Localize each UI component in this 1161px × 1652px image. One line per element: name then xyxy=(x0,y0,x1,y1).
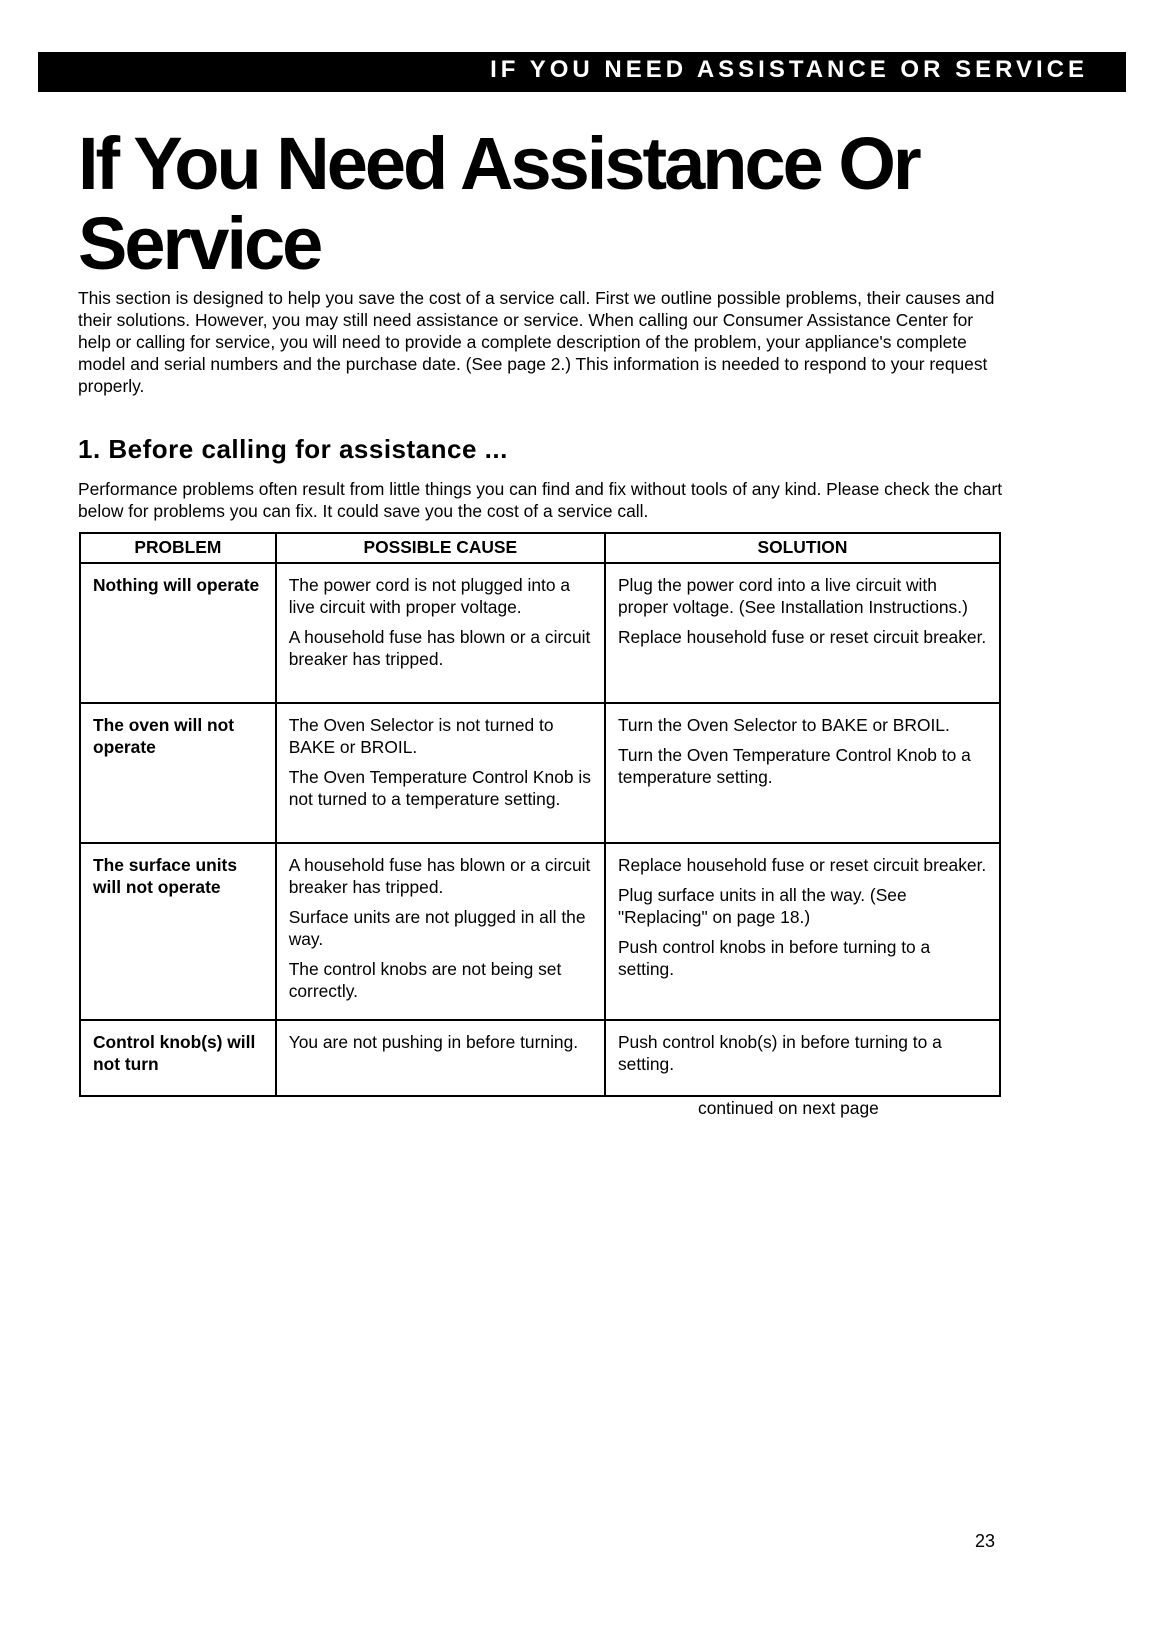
cause-item: Surface units are not plugged in all the way. xyxy=(288,907,586,949)
cause-cell xyxy=(276,843,605,1020)
cause-item: The control knobs are not being set correctly. xyxy=(288,959,562,1001)
page-number: 23 xyxy=(975,1531,996,1551)
cause-cell xyxy=(276,1020,605,1096)
solution-item: Turn the Oven Temperature Control Knob to a temperature setting. xyxy=(617,745,971,787)
troubleshooting-table xyxy=(79,532,1001,1097)
cause-item: A household fuse has blown or a circuit breaker has tripped. xyxy=(288,855,591,897)
page-title: If You Need Assistance Or Service xyxy=(78,122,919,285)
cause-item: The power cord is not plugged into a live circuit with proper voltage. xyxy=(288,575,571,617)
table-row xyxy=(80,703,1000,843)
solution-item: Plug the power cord into a live circuit with proper voltage. (See Installation Instructions.) xyxy=(617,575,968,617)
solution-cell xyxy=(605,843,1000,1020)
continued-note: continued on next page xyxy=(698,1098,879,1118)
solution-item: Turn the Oven Selector to BAKE or BROIL. xyxy=(617,715,950,735)
problem-cell: The surface units will not operate xyxy=(80,843,276,1020)
column-header-possible-cause: POSSIBLE CAUSE xyxy=(276,533,605,563)
header-banner xyxy=(38,52,1126,92)
solution-cell xyxy=(605,563,1000,703)
cause-item: The Oven Selector is not turned to BAKE or BROIL. xyxy=(288,715,554,757)
column-header-problem: PROBLEM xyxy=(80,533,276,563)
table-row xyxy=(80,843,1000,1020)
problem-cell: The oven will not operate xyxy=(80,703,276,843)
solution-cell xyxy=(605,703,1000,843)
cause-cell xyxy=(276,563,605,703)
intro-paragraph: This section is designed to help you save the cost of a service call. First we outline possible problems, their causes and their solutions. However, you may still need assistance or service. When calling our Consumer Assistance Center for help or calling for service, you will need to provide a complete description of the problem, your appliance's complete model and serial numbers and the purchase date. (See page 2.) This information is needed to respond to your request properly. xyxy=(78,288,995,396)
section-intro-paragraph: Performance problems often result from little things you can find and fix without tools of any kind. Please check the chart below for problems you can fix. It could save you the cost of a service call. xyxy=(78,479,1003,521)
cause-cell xyxy=(276,703,605,843)
problem-cell: Nothing will operate xyxy=(80,563,276,703)
section-heading: 1. Before calling for assistance ... xyxy=(78,434,508,464)
solution-item: Push control knob(s) in before turning to a setting. xyxy=(617,1032,942,1074)
table-row xyxy=(80,1020,1000,1096)
table-row xyxy=(80,563,1000,703)
cause-item: A household fuse has blown or a circuit breaker has tripped. xyxy=(288,627,591,669)
cause-item: The Oven Temperature Control Knob is not turned to a temperature setting. xyxy=(288,767,591,809)
cause-item: You are not pushing in before turning. xyxy=(288,1032,579,1052)
problem-cell: Control knob(s) will not turn xyxy=(80,1020,276,1096)
column-header-solution: SOLUTION xyxy=(605,533,1000,563)
solution-item: Replace household fuse or reset circuit breaker. xyxy=(617,627,987,647)
solution-item: Replace household fuse or reset circuit breaker. xyxy=(617,855,987,875)
header-banner-text: IF YOU NEED ASSISTANCE OR SERVICE xyxy=(490,56,1088,83)
solution-item: Push control knobs in before turning to a setting. xyxy=(617,937,931,979)
solution-item: Plug surface units in all the way. (See "Replacing" on page 18.) xyxy=(617,885,907,927)
table-header-row xyxy=(80,533,1000,563)
solution-cell xyxy=(605,1020,1000,1096)
